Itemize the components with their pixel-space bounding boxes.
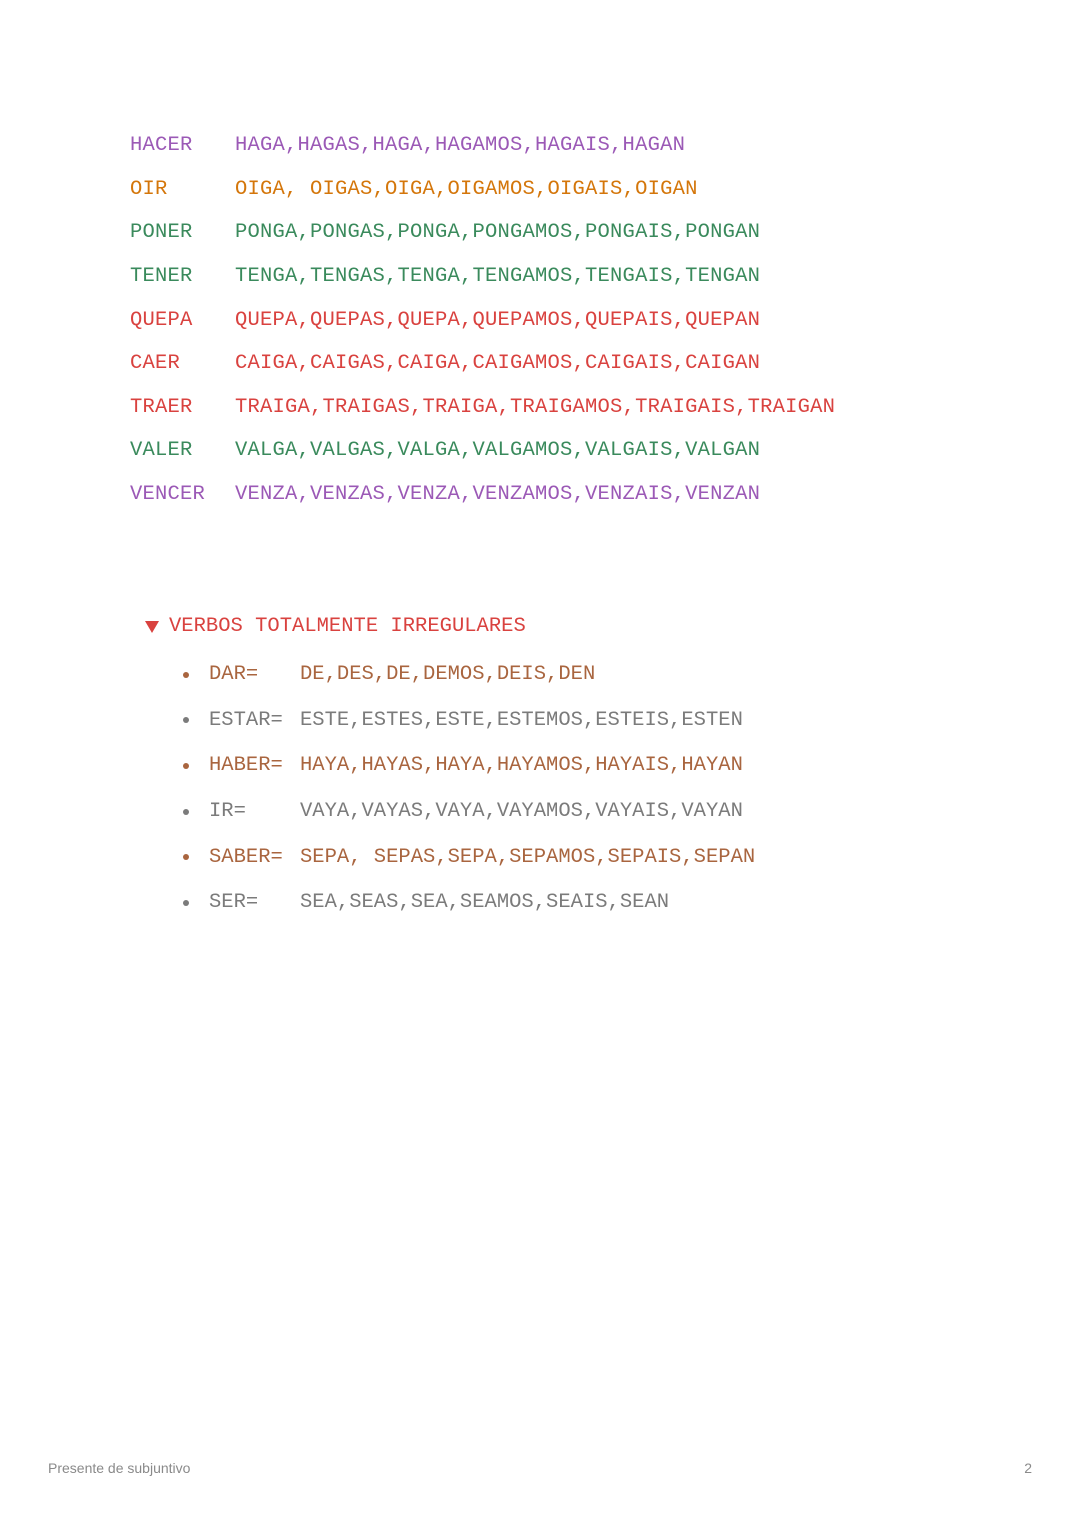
verb-forms: VALGA,VALGAS,VALGA,VALGAMOS,VALGAIS,VALGAN <box>235 439 761 463</box>
verb-infinitive: PONER <box>130 221 193 245</box>
verb-infinitive: QUEPA <box>130 308 193 332</box>
bullet-icon <box>183 763 189 769</box>
verb-infinitive: OIR <box>130 177 168 201</box>
verb-forms: PONGA,PONGAS,PONGA,PONGAMOS,PONGAIS,PONGAN <box>235 221 761 245</box>
verb-forms: TRAIGA,TRAIGAS,TRAIGA,TRAIGAMOS,TRAIGAIS,TRAIGAN <box>235 395 836 419</box>
verb-forms: VAYA,VAYAS,VAYA,VAYAMOS,VAYAIS,VAYAN <box>300 800 743 824</box>
verb-forms: VENZA,VENZAS,VENZA,VENZAMOS,VENZAIS,VENZAN <box>235 483 761 507</box>
bullet-icon <box>183 854 189 860</box>
verb-row-quepa <box>130 298 950 342</box>
verb-forms: ESTE,ESTES,ESTE,ESTEMOS,ESTEIS,ESTEN <box>300 708 743 732</box>
verb-label: DAR= <box>209 663 259 687</box>
verb-forms: TENGA,TENGAS,TENGA,TENGAMOS,TENGAIS,TENGAN <box>235 265 761 289</box>
verb-row-caer <box>130 342 950 386</box>
verb-label: SABER= <box>209 845 283 869</box>
list-item <box>183 652 945 698</box>
verb-forms: SEPA, SEPAS,SEPA,SEPAMOS,SEPAIS,SEPAN <box>300 845 756 869</box>
verb-label: ESTAR= <box>209 708 283 732</box>
verb-infinitive: VENCER <box>130 483 206 507</box>
list-item <box>183 789 945 835</box>
irregular-verbs-list <box>183 652 945 926</box>
verb-label: HABER= <box>209 754 283 778</box>
list-item <box>183 834 945 880</box>
verb-infinitive: TENER <box>130 265 193 289</box>
verb-row-tener <box>130 255 950 299</box>
triangle-down-icon[interactable] <box>145 621 159 633</box>
verb-row-valer <box>130 429 950 473</box>
list-item <box>183 880 945 926</box>
verb-infinitive: CAER <box>130 352 181 376</box>
bullet-icon <box>183 900 189 906</box>
footer-title: Presente de subjuntivo <box>48 1460 191 1476</box>
verb-label: SER= <box>209 891 259 915</box>
verb-row-oir <box>130 168 950 212</box>
verb-infinitive: TRAER <box>130 395 193 419</box>
list-item <box>183 698 945 744</box>
bullet-icon <box>183 717 189 723</box>
bullet-icon <box>183 672 189 678</box>
section-title: VERBOS TOTALMENTE IRREGULARES <box>169 614 526 638</box>
list-item <box>183 743 945 789</box>
page-footer <box>48 1460 1032 1476</box>
verb-label: IR= <box>209 800 246 824</box>
verb-forms: SEA,SEAS,SEA,SEAMOS,SEAIS,SEAN <box>300 891 670 915</box>
verb-row-vencer <box>130 473 950 517</box>
verb-forms: OIGA, OIGAS,OIGA,OIGAMOS,OIGAIS,OIGAN <box>235 177 698 201</box>
verb-row-traer <box>130 386 950 430</box>
irregular-verbs-section <box>145 606 945 926</box>
verb-forms: QUEPA,QUEPAS,QUEPA,QUEPAMOS,QUEPAIS,QUEPAN <box>235 308 761 332</box>
verb-row-hacer <box>130 124 950 168</box>
bullet-icon <box>183 809 189 815</box>
page-number: 2 <box>1024 1460 1032 1476</box>
verb-row-poner <box>130 211 950 255</box>
verb-forms: HAGA,HAGAS,HAGA,HAGAMOS,HAGAIS,HAGAN <box>235 134 686 158</box>
verb-forms: HAYA,HAYAS,HAYA,HAYAMOS,HAYAIS,HAYAN <box>300 754 743 778</box>
verb-forms: CAIGA,CAIGAS,CAIGA,CAIGAMOS,CAIGAIS,CAIGAN <box>235 352 761 376</box>
verb-forms: DE,DES,DE,DEMOS,DEIS,DEN <box>300 663 596 687</box>
toggle-heading[interactable] <box>145 606 945 646</box>
verb-infinitive: VALER <box>130 439 193 463</box>
verb-infinitive: HACER <box>130 134 193 158</box>
verb-table <box>130 124 950 516</box>
